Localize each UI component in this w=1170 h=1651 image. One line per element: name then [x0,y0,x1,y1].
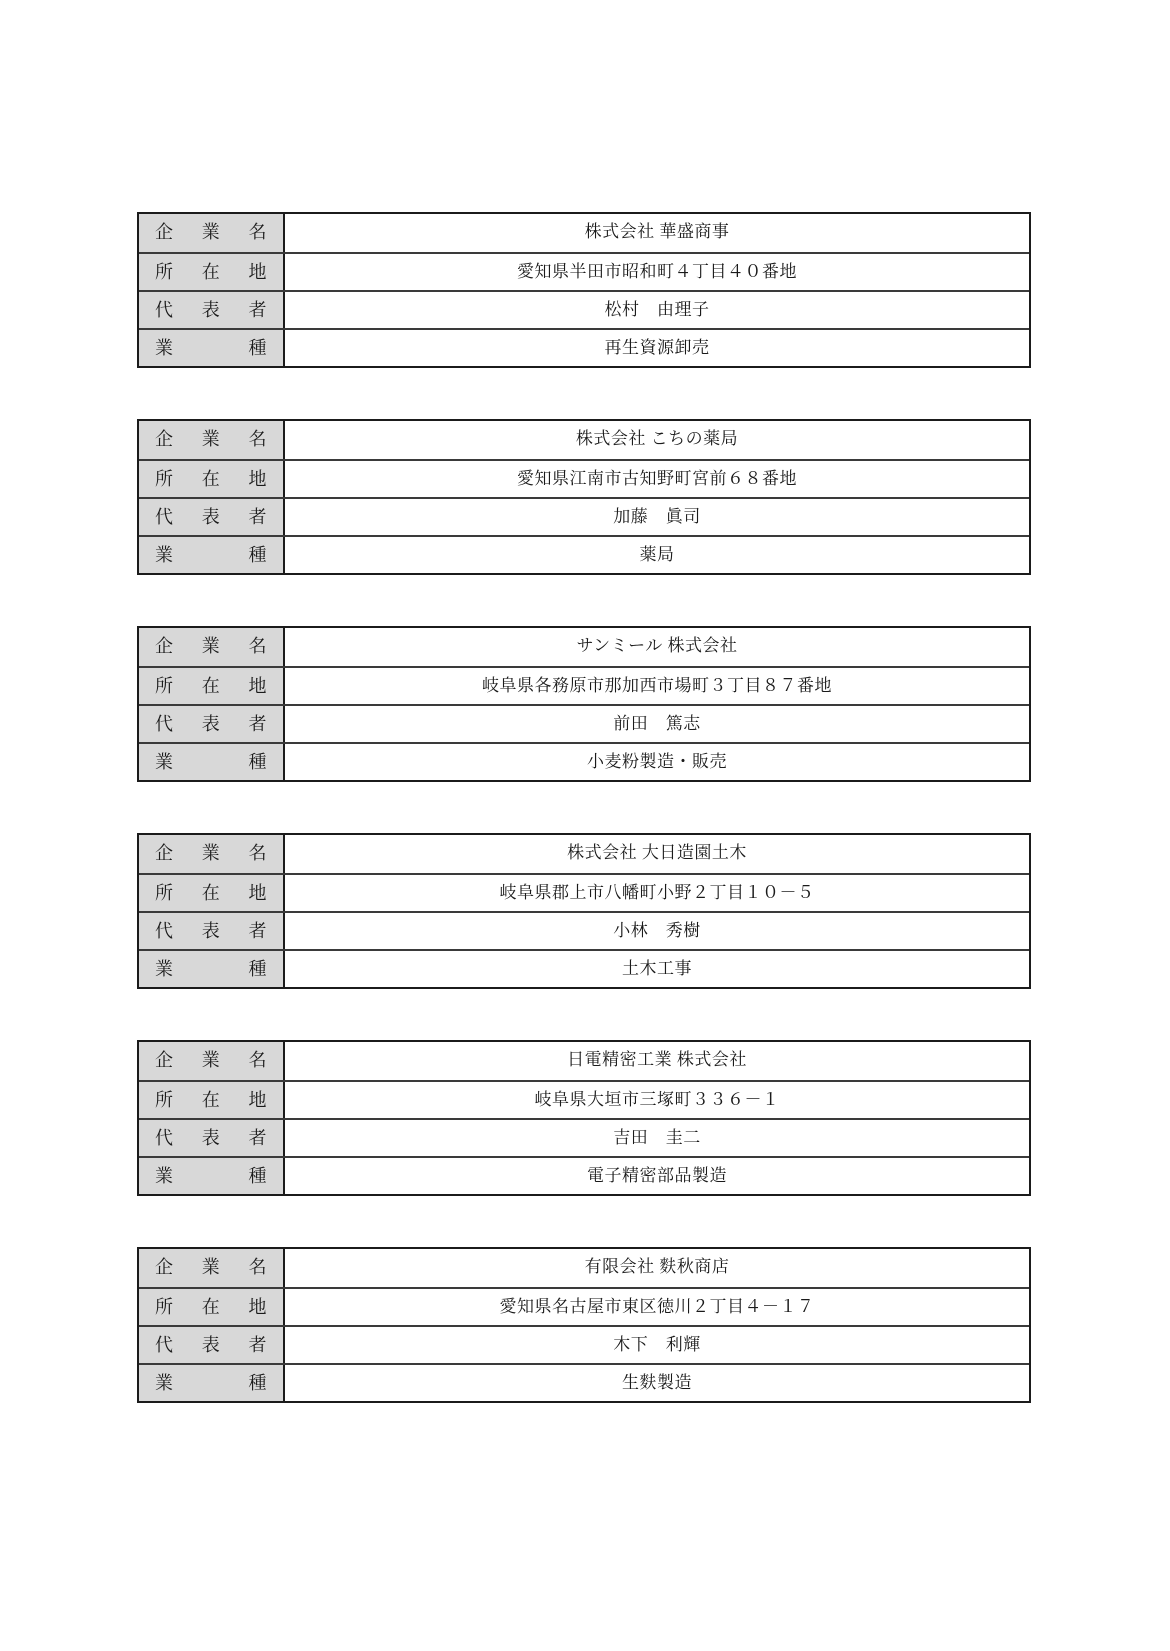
address-label: 所 在 地 [139,875,285,911]
address-value: 愛知県江南市古知野町宮前６８番地 [517,469,797,488]
table-row-address [139,666,1029,704]
company-table [137,833,1031,989]
company-name-label: 企 業 名 [139,421,285,459]
industry-label: 業 種 [139,537,285,573]
company-name-value: 日電精密工業 株式会社 [567,1050,747,1069]
address-label: 所 在 地 [139,461,285,497]
industry-value: 土木工事 [622,959,692,978]
address-label: 所 在 地 [139,668,285,704]
company-name-value: サンミール 株式会社 [576,636,738,655]
table-row-address [139,1287,1029,1325]
address-label: 所 在 地 [139,1289,285,1325]
representative-value: 小林 秀樹 [613,921,701,940]
address-value: 岐阜県大垣市三塚町３３６－１ [534,1090,780,1109]
representative-label: 代 表 者 [139,499,285,535]
table-row-address [139,873,1029,911]
address-value: 岐阜県郡上市八幡町小野２丁目１０－５ [499,883,815,902]
company-table [137,1247,1031,1403]
company-table [137,626,1031,782]
representative-label: 代 表 者 [139,1327,285,1363]
table-row-company-name [139,835,1029,873]
company-name-value: 株式会社 こちの薬局 [575,429,739,448]
representative-label: 代 表 者 [139,292,285,328]
table-row-company-name [139,1042,1029,1080]
industry-label: 業 種 [139,1158,285,1194]
industry-value: 電子精密部品製造 [587,1166,727,1185]
company-name-label: 企 業 名 [139,835,285,873]
representative-value: 松村 由理子 [604,300,710,319]
representative-value: 吉田 圭二 [613,1128,701,1147]
table-row-representative [139,911,1029,949]
table-row-representative [139,1325,1029,1363]
table-row-company-name [139,1249,1029,1287]
company-name-value: 株式会社 華盛商事 [584,222,730,241]
representative-value: 木下 利輝 [613,1335,701,1354]
industry-label: 業 種 [139,330,285,366]
table-row-industry [139,1156,1029,1194]
table-row-industry [139,535,1029,573]
table-row-address [139,1080,1029,1118]
company-name-label: 企 業 名 [139,628,285,666]
address-value: 愛知県半田市昭和町４丁目４０番地 [517,262,797,281]
company-name-value: 有限会社 麩秋商店 [584,1257,730,1276]
representative-value: 加藤 眞司 [613,507,701,526]
address-value: 岐阜県各務原市那加西市場町３丁目８７番地 [482,676,832,695]
address-label: 所 在 地 [139,254,285,290]
representative-label: 代 表 者 [139,1120,285,1156]
table-row-company-name [139,421,1029,459]
document-page [137,212,1031,1454]
table-row-industry [139,1363,1029,1401]
company-name-label: 企 業 名 [139,1042,285,1080]
company-table [137,1040,1031,1196]
table-row-address [139,459,1029,497]
representative-label: 代 表 者 [139,913,285,949]
table-row-company-name [139,214,1029,252]
address-value: 愛知県名古屋市東区徳川２丁目４－１７ [499,1297,815,1316]
company-table [137,212,1031,368]
representative-value: 前田 篤志 [613,714,701,733]
company-name-value: 株式会社 大日造園土木 [567,843,747,862]
table-row-representative [139,290,1029,328]
table-row-industry [139,949,1029,987]
industry-value: 薬局 [639,545,675,564]
table-row-representative [139,1118,1029,1156]
company-name-label: 企 業 名 [139,1249,285,1287]
table-row-representative [139,497,1029,535]
industry-label: 業 種 [139,1365,285,1401]
table-row-address [139,252,1029,290]
representative-label: 代 表 者 [139,706,285,742]
company-name-label: 企 業 名 [139,214,285,252]
industry-label: 業 種 [139,744,285,780]
industry-value: 小麦粉製造・販売 [587,752,727,771]
industry-value: 生麩製造 [622,1373,692,1392]
table-row-industry [139,328,1029,366]
table-row-representative [139,704,1029,742]
table-row-company-name [139,628,1029,666]
company-table [137,419,1031,575]
address-label: 所 在 地 [139,1082,285,1118]
table-row-industry [139,742,1029,780]
industry-label: 業 種 [139,951,285,987]
industry-value: 再生資源卸売 [604,338,710,357]
